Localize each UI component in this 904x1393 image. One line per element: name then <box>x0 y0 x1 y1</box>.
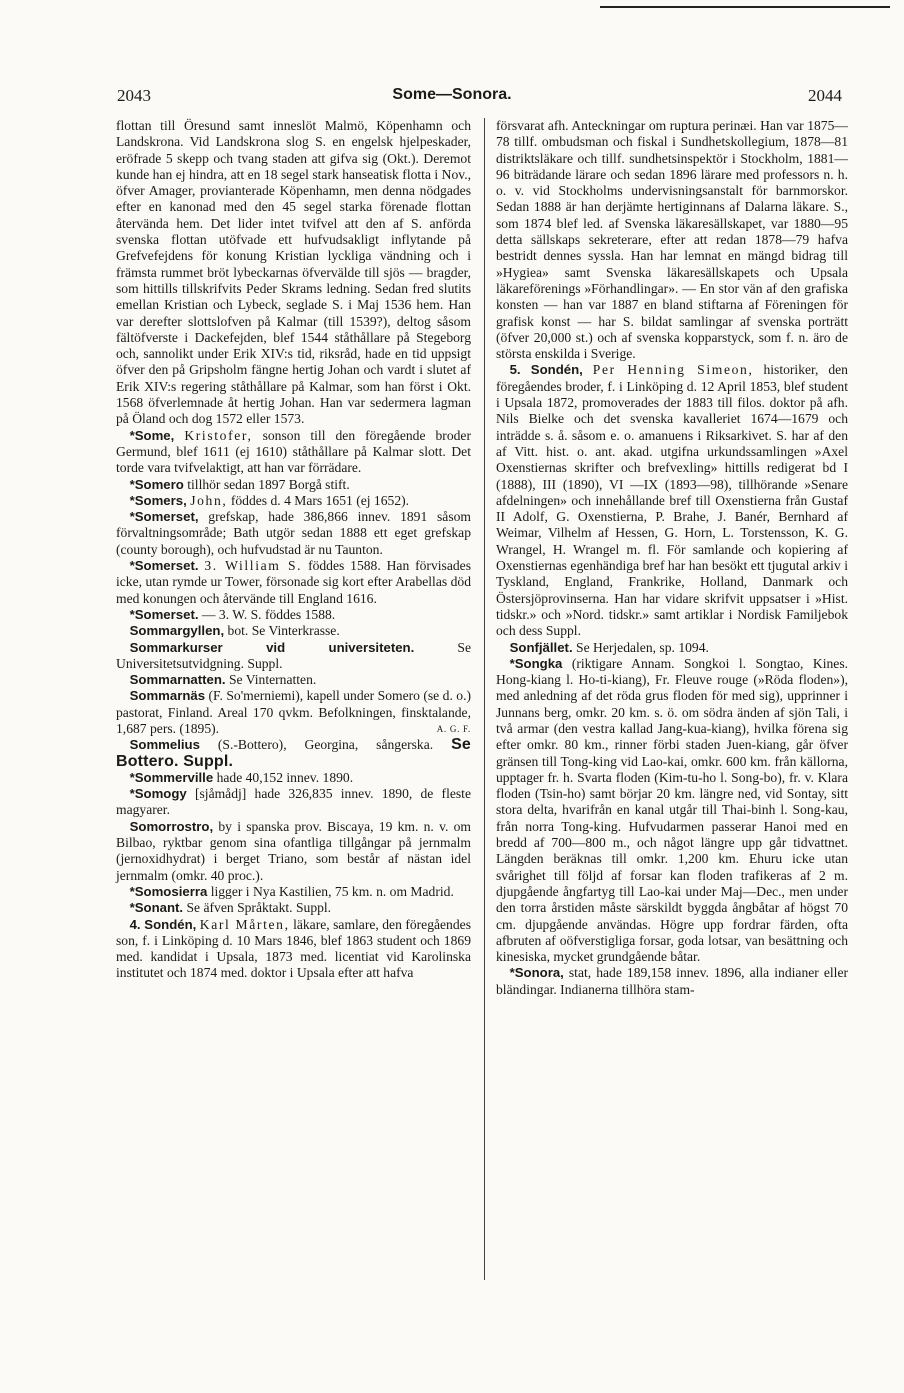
entry-headword: *Sonant. <box>129 900 184 916</box>
column-divider <box>484 118 485 1280</box>
entry <box>116 737 471 770</box>
entry-headword: *Songka <box>509 655 563 671</box>
entry <box>116 477 471 493</box>
entry-text: föddes d. 4 Mars 1651 (ej 1652). <box>230 492 410 508</box>
entry <box>496 640 848 656</box>
entry-headword: Sommarnatten. <box>129 672 226 688</box>
entry <box>116 493 471 509</box>
entry-text: Se äfven Språktakt. Suppl. <box>186 900 332 916</box>
top-rule <box>600 6 890 8</box>
entry-text: (F. So'merniemi), kapell under Somero (se d. o.) pastorat, Finland. Areal 170 qvkm. Befolkningen, finsktalande, 1,687 pers. (1895). <box>116 688 471 736</box>
entry-text: försvarat afh. Anteckningar om ruptura perinæi. Han var 1875—78 tillf. ombudsman och fiskal i Sundhetskollegium, 1878—81 distriktsläkare och tillf. sundhetsinspektör i Stockholm, 1881—96 biträdande lärare och sedan 1896 lärare med professors n. h. o. v. vid Stockholms undervisningsanstalt för barnmorskor. Sedan 1888 är han derjämte hertiginnans af Dalarna läkare. S., som 1874 blef led. af Svenska läkaresällskapet, var 1880—95 detta sällskaps sekreterare, efter att redan 1878—79 hafva bestridt dennes syssla. Han har lemnat en mängd bidrag till »Hygiea» samt Svenska läkaresällskapets och Upsala läkareförenings »Förhandlingar». — En stor vän af den grafiska konsten — han var 1887 en bland stiftarna af Föreningen för grafisk konst — har S. bildat samlingar af svenska porträtt (öfver 20,000 st.) och af svenska kopparstyck, som f. n. äro de största enskilda i Sverige. <box>496 118 848 362</box>
entry-headword: Sommelius <box>129 737 200 753</box>
entry-text: by i spanska prov. Biscaya, 19 km. n. v. om Bilbao, ryktbar genom sina ofantliga tillgångar på jernmalm (jernoxidhydrat) i berget Triano, som består af nästan idel jernmalm (omkr. 40 proc.). <box>116 818 471 883</box>
entry <box>116 623 471 639</box>
entry <box>116 688 471 737</box>
entry <box>116 917 471 982</box>
entry <box>116 786 471 819</box>
entry-headword: Somorrostro, <box>129 818 214 834</box>
right-column <box>496 118 848 998</box>
entry-headword: Sommargyllen, <box>129 623 225 639</box>
entry-headword: Sommarnäs <box>129 688 206 704</box>
entry-headword: *Somerset. <box>129 606 199 622</box>
entry-headword: Sonfjället. <box>509 639 573 655</box>
left-column <box>116 118 471 982</box>
entry <box>116 558 471 607</box>
entry-text: bot. Se Vinterkrasse. <box>227 623 340 639</box>
entry-headword: 5. Sondén, <box>509 362 583 378</box>
entry-headword: *Somerset, <box>129 509 199 525</box>
entry-text: Se Herjedalen, sp. 1094. <box>576 639 709 655</box>
entry-name: Karl Mårten, <box>199 916 290 932</box>
entry-text: [sjåmådj] hade 326,835 innev. 1890, de fleste magyarer. <box>116 786 471 818</box>
supplement-stamp: Se Bottero. Suppl. <box>116 736 471 770</box>
entry <box>116 640 471 673</box>
entry <box>116 672 471 688</box>
entry-headword: *Somogy <box>129 786 187 802</box>
entry <box>496 362 848 639</box>
entry-text: hade 40,152 innev. 1890. <box>216 769 354 785</box>
entry-text: tillhör sedan 1897 Borgå stift. <box>187 476 350 492</box>
entry-headword: *Somero <box>129 476 184 492</box>
continued-text <box>116 118 471 428</box>
entry-headword: Sommarkurser vid universiteten. <box>129 639 415 655</box>
right-page-number: 2044 <box>808 86 842 105</box>
entry-text: Se Vinternatten. <box>229 672 317 688</box>
entry-headword: *Sonora, <box>509 965 564 981</box>
entry-text: sonson till den föregående broder Germund, blef 1611 (ej 1610) ståthållare på Kalmar slott. Det torde vara tvifvelaktigt, att han var förrädare. <box>116 427 471 476</box>
entry <box>116 900 471 916</box>
entry <box>116 607 471 623</box>
entry-text: Se Universitetsutvidgning. Suppl. <box>116 639 472 671</box>
author-signature: A. G. F. <box>436 723 471 734</box>
entry-name: John, <box>190 492 228 508</box>
entry-text: (riktigare Annam. Songkoi l. Songtao, Kines. Hong-kiang l. Ho-ti-kiang), Fr. Fleuve rouge (»Röda floden»), med anledning af det röda grus floden för med sig), upprinner i Junnans berg, omkr. 20 km. s. ö. om södra änden af sjön Tali, i två armar (den vestra kallad Jang-kua-kiang), hvilka förena sig efter omkr. 80 km., rinner förbi staden Juen-kiang, går öfver gränsen till Tong-king vid Lao-kai, omkr. 600 km. från källorna, upptager fr. h. Svarta floden (Kim-tu-ho l. Song-bo), fr. v. Klara floden (Tsin-ho) samt börjar 20 km. längre ned, vid Sontay, sitt stora delta, hvarifrån en kanal utgår till Thai-binh l. Song-kau, från norra Tong-king. Hufvudarmen passerar Hanoi med en bredd af 700—800 m., och något längre upp går tidvattnet. Längden beräknas till omkr. 1,200 km. Ehuru icke utan svårighet till följd af forsar kan floden trafikeras af 2 m. djupgående ångfartyg till Lao-kai under Maj—Dec., men under den torra årstiden måste särskildt byggda ångbåtar af högst 70 cm. djupgående användas. Högre upp fordrar färden, ofta afbruten af oöfverstigliga forsar, goda lotsar, van besättning och kinesiska, mycket grundgående båtar. <box>496 655 849 965</box>
entry-headword: *Somerset. <box>129 558 199 574</box>
entry-headword: *Somosierra <box>129 883 208 899</box>
entry-name: 3. William S. <box>204 558 303 574</box>
entry-headword: *Somers, <box>129 492 187 508</box>
entry <box>116 819 471 884</box>
entry <box>116 770 471 786</box>
entry-text: föddes 1588. Han förvisades icke, utan rymde ur Tower, försonade sig kort efter Arabellas död med konungen och återvände till England 1616. <box>116 558 471 606</box>
entry-text: (S.-Bottero), Georgina, sångerska. <box>217 737 434 753</box>
page-title: Some—Sonora. <box>392 86 512 103</box>
entry-text: — 3. W. S. föddes 1588. <box>201 606 336 622</box>
entry-headword: 4. Sondén, <box>129 916 197 932</box>
entry <box>116 509 471 558</box>
entry <box>496 965 848 998</box>
entry-text: ligger i Nya Kastilien, 75 km. n. om Madrid. <box>210 883 454 899</box>
left-page-number: 2043 <box>117 86 151 105</box>
entry-name: Kristofer, <box>184 427 253 443</box>
entry <box>116 428 471 477</box>
entry-headword: *Sommerville <box>129 769 214 785</box>
continued-text <box>496 118 848 362</box>
entry <box>496 656 848 966</box>
entry-headword: *Some, <box>129 427 175 443</box>
entry-text: läkare, samlare, den föregåendes son, f. i Linköping d. 10 Mars 1846, blef 1863 student och 1869 med. kandidat i Upsala, 1873 med. licentiat vid Karolinska institutet och 1874 med. doktor i Upsala efter att hafva <box>116 916 471 981</box>
entry-text: stat, hade 189,158 innev. 1896, alla indianer eller bländingar. Indianerna tillhöra stam- <box>496 965 848 997</box>
entry-text: grefskap, hade 386,866 innev. 1891 såsom förvaltningsområde; Bath utgör sedan 1888 ett eget grefskap (county borough), och hufvudstad är nu Taunton. <box>116 509 471 557</box>
entry-text: historiker, den föregåendes broder, f. i Linköping d. 12 April 1853, blef student i Upsala 1872, promoverades der 1883 till filos. doktor på afh. Nils Bielke och det svenska kavalleriet 1674—1679 och inträdde s. å. såsom e. o. amanuens i Riksarkivet. S. har af den af Vitt. hist. o. ant. akad. utgifna urkundssamlingen »Axel Oxenstiernas skrifter och brefvexling» hittills redigerat bd I (1888), III (1890), VI —IX (1893—98), tillhörande »Senare afdelningen» och innehållande bref till Oxenstierna från Gustaf II Adolf, G. Oxenstierna, P. Brahe, J. Banér, Bernhard af Weimar, Vilhelm af Hessen, G. Horn, L. Torstensson, K. G. Wrangel, H. Wrangel m. fl. För samlande och kopiering af Oxenstiernas egenhändiga bref har han besökt ett tjugutal arkiv i Tyskland, England, Frankrike, Holland, Danmark och Östersjöprovinserna. Han har vidare skrifvit uppsatser i »Hist. tidskr.» och »Nord. tidskr.» samt artiklar i Nordisk Familjebok och dess Suppl. <box>496 362 848 639</box>
entry-text: flottan till Öresund samt inneslöt Malmö, Köpenhamn och Landskrona. Vid Landskrona slog S. en engelsk hjelpeskader, eröfrade 5 skepp och tvang staden att gifva sig (Okt.). Deremot kunde han ej hindra, att en 18 segel stark hanseatisk flotta i Nov., öfver Amager, provianterade Köpenhamn, men denna nödgades efter en kanonad med den 45 segel starka förenade flottan återvända hem. Det lider intet tvifvel att den af S. anförda svenska flottan utöfvade ett hufvudsakligt inflytande på Grefvefejdens för konung Kristian lyckliga vändning och i främsta rummet bröt lybeckarnas öfvervälde till sjös — bragder, som hittills tillskrifvits Peder Skrams ledning. Sedan fred slutits emellan Kristian och Lybeck, seglade S. i Maj 1536 hem. Han var derefter slottslofven på Kalmar (till 1539?), deltog såsom fältöfverste i Dackefejden, blef 1544 ståthållare på Stegeborg och, sannolikt under Erik XIV:s tid, riksråd, hade en tid uppsigt öfver den på Gripsholm fängne hertig Johan och vardt i slutet af Erik XIV:s regering ståthållare på Kalmar, som han först i Okt. 1568 öfverlemnade åt hertig Johan. Han var sedermera lagman på Öland och dog 1572 eller 1573. <box>116 118 471 427</box>
entry-name: Per Henning Simeon, <box>592 362 754 378</box>
entry <box>116 884 471 900</box>
